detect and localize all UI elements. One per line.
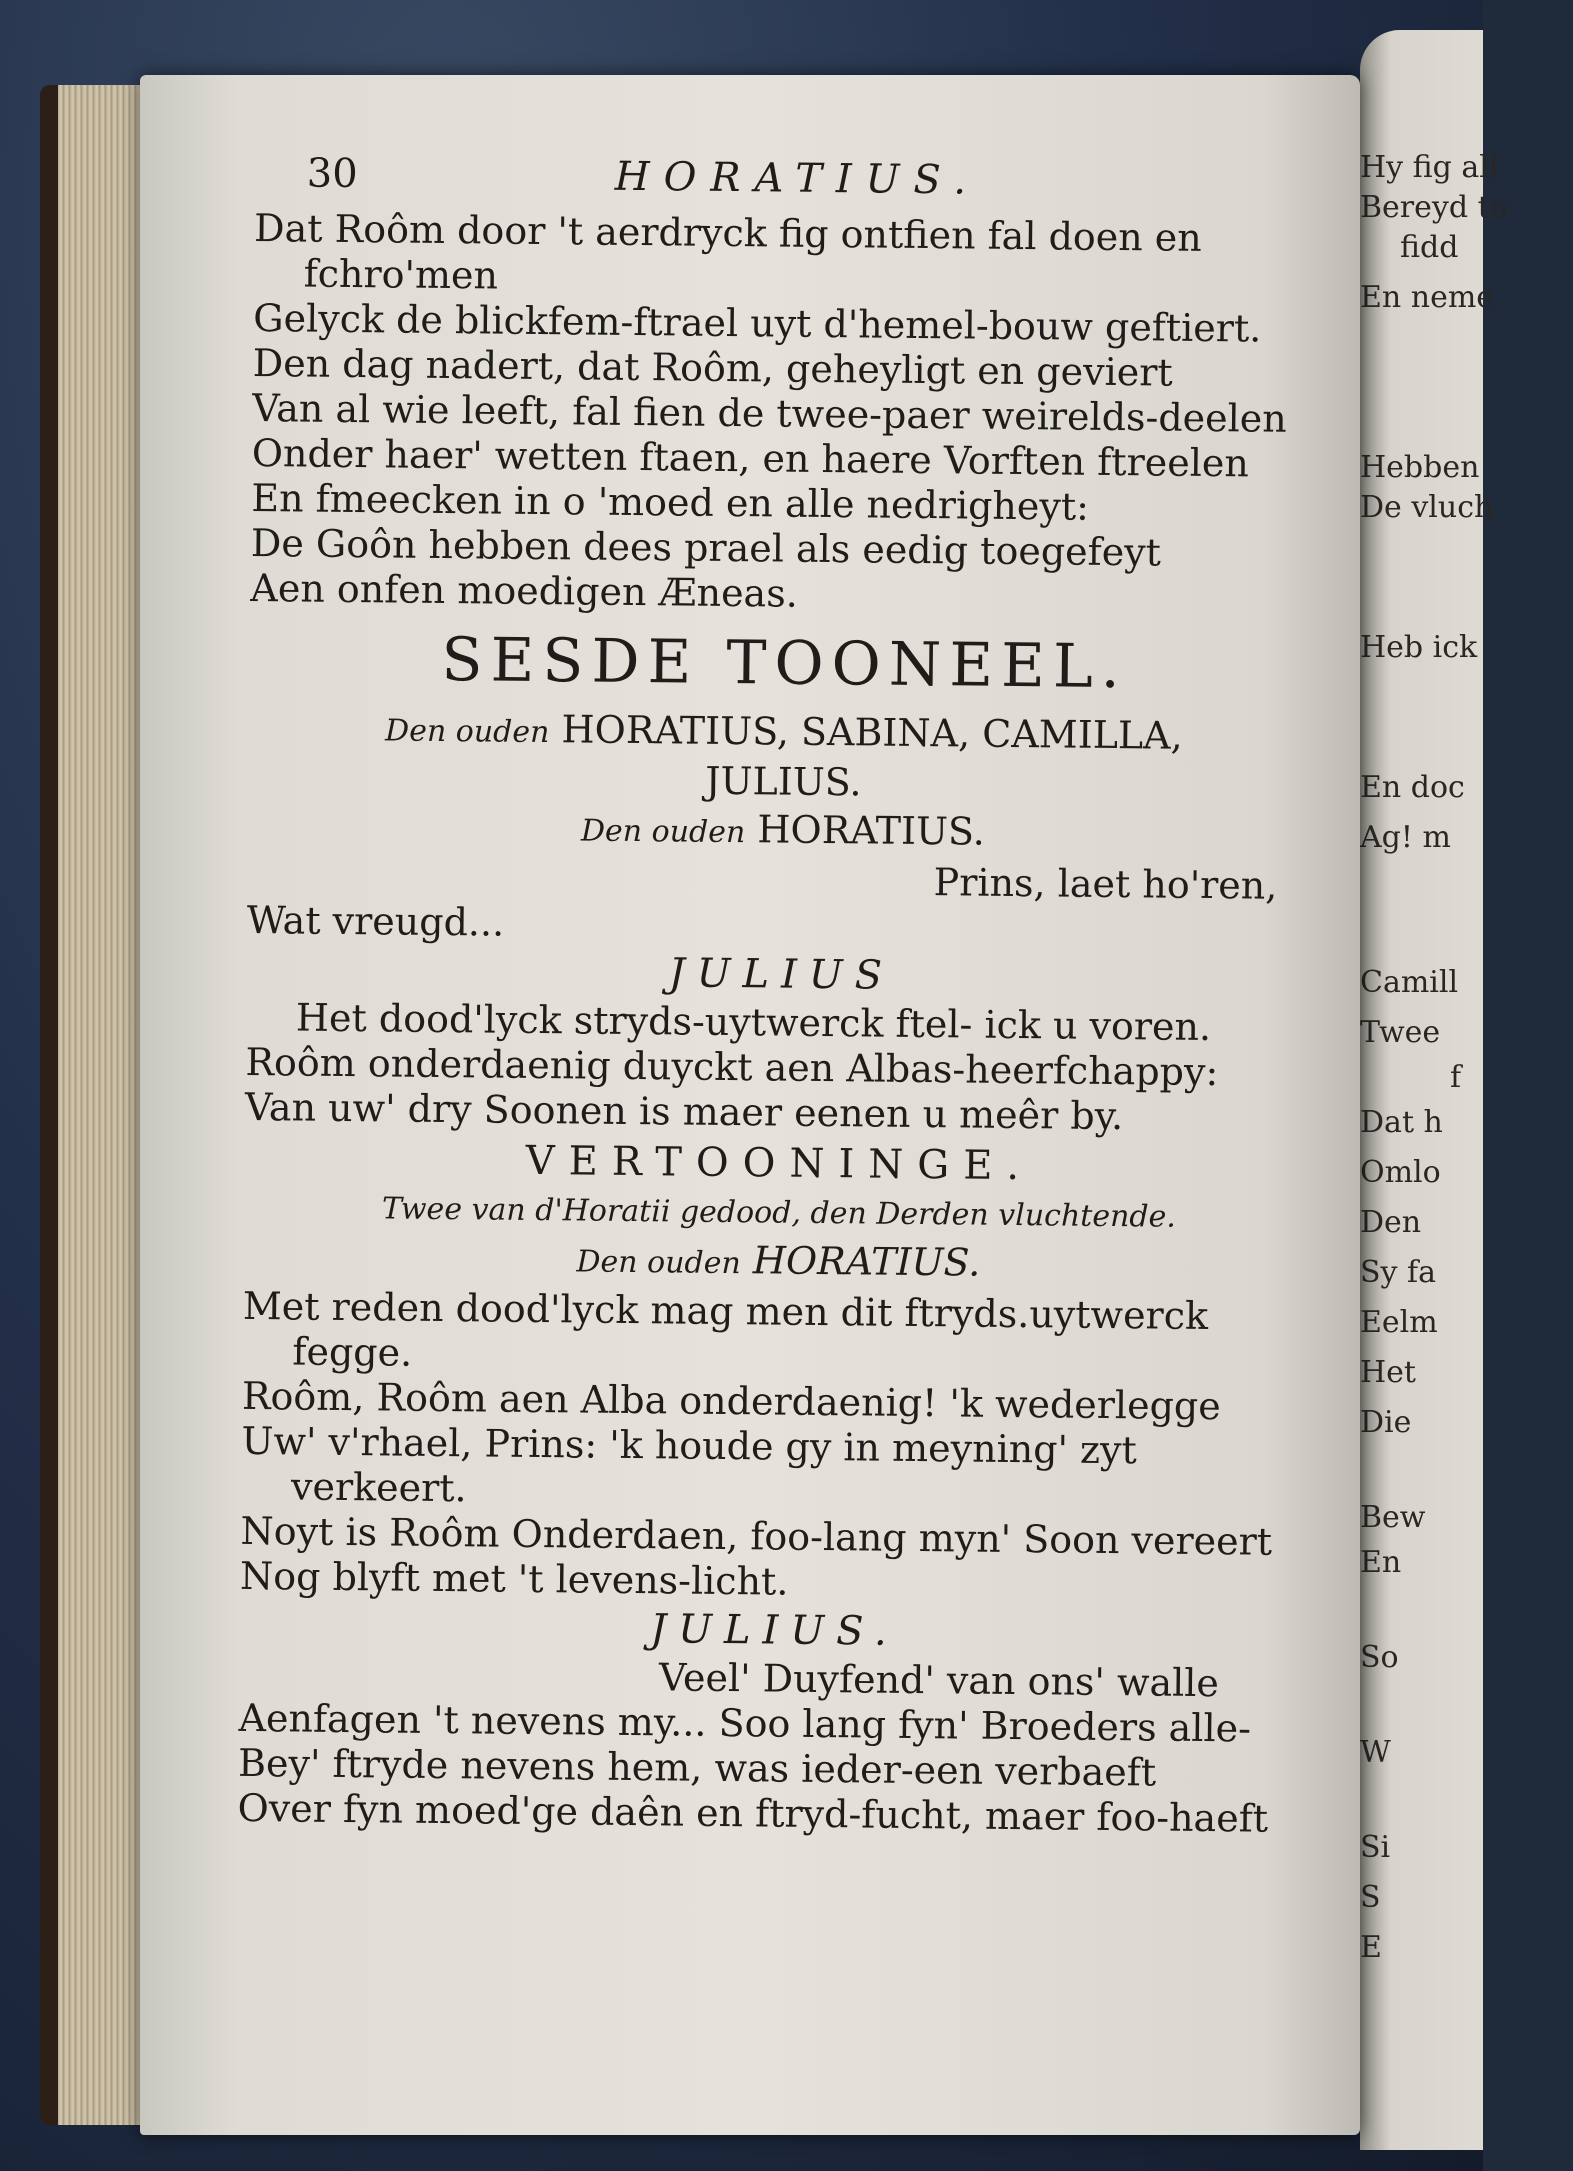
facing-page-fragment: fidd [1400,230,1459,265]
vertooninge-heading: VERTOONINGE. [525,1137,1034,1190]
cast-names: HORATIUS, SABINA, CAMILLA, [561,707,1183,758]
verse-line: Van uw' dry Soonen is maer eenen u meêr by. [244,1084,1124,1139]
verse-line: Aen onfen moedigen Æneas. [250,565,799,616]
verse-line: Roôm, Roôm aen Alba onderdaenig! 'k wederlegge [241,1373,1221,1429]
facing-page-fragment: Ag! m [1360,820,1451,855]
page-text [237,150,1325,1842]
speaker-label: HORATIUS. [752,1238,981,1285]
facing-page-fragment: Omlo [1360,1155,1441,1190]
facing-page-fragment: Hy fig all [1360,150,1499,185]
verse-line: fchro'men [303,251,499,298]
facing-page-fragment: Het [1360,1355,1416,1390]
facing-page-fragment: Camill [1360,965,1459,1000]
verse-line: Wat vreugd... [246,897,505,945]
cast-names-continued: JULIUS. [705,758,862,805]
facing-page-fragment: Die [1360,1405,1412,1440]
facing-page-fragment: Den [1360,1205,1422,1240]
facing-page-fragment: So [1360,1640,1399,1675]
verse-line: Den dag nadert, dat Roôm, geheyligt en geviert [252,340,1173,395]
page-header [254,150,1325,217]
speaker-prefix: Den ouden [580,813,746,851]
facing-page-fragment: Dat h [1360,1105,1443,1140]
speaker-name: JULIUS [668,950,895,999]
verse-line: Bey' ftryde nevens hem, was ieder-een verbaeft [237,1740,1157,1795]
verse-line: verkeert. [290,1464,467,1511]
facing-page-fragment: En [1360,1545,1402,1580]
facing-page-fragment: Hebben [1360,450,1480,485]
page-number: 30 [306,150,358,198]
facing-page-fragment: S [1360,1880,1381,1915]
verse-line: Met reden dood'lyck mag men dit ftryds.uytwerck [242,1283,1209,1339]
verse-line: Aenfagen 't nevens my... Soo lang fyn' Broeders alle- [238,1695,1252,1751]
facing-page-fragment: Eelm [1360,1305,1438,1340]
facing-page-fragment: Twee [1360,1015,1441,1050]
verse-line: Noyt is Roôm Onderdaen, foo-lang myn' Soon vereert [240,1508,1273,1564]
scene-heading: SESDE TOONEEL. [441,624,1129,703]
verse-line: Veel' Duyfend' van ons' walle [658,1655,1220,1706]
facing-page-fragment: Bew [1360,1500,1426,1535]
verse-line: Prins, laet ho'ren, [933,860,1278,908]
facing-page-fragment: De vluch [1360,490,1494,525]
facing-page-fragment: Si [1360,1830,1391,1865]
verse-line: Onder haer' wetten ftaen, en haere Vorften ftreelen [251,430,1250,486]
cast-prefix: Den ouden [384,713,550,751]
verse-line: Over fyn moed'ge daên en ftryd-fucht, maer foo-haeft [237,1785,1269,1841]
verse-line: Dat Roôm door 't aerdryck fig ontfien fal doen en [253,205,1203,260]
speaker-prefix: Den ouden [576,1244,741,1282]
verse-line: En fmeecken in o 'moed en alle nedrigheyt: [251,475,1090,529]
facing-page-fragment: En neme [1360,280,1495,315]
verse-line: fegge. [292,1329,413,1375]
speaker-name: JULIUS. [650,1606,900,1655]
facing-page-fragment: f [1450,1060,1462,1095]
verse-line: De Goôn hebben dees prael als eedig toegefeyt [250,520,1162,575]
facing-page [1360,30,1508,2150]
verse-line: Uw' v'rhael, Prins: 'k houde gy in meyning' zyt [241,1418,1138,1473]
facing-page-fragment: E [1360,1930,1382,1965]
facing-page-fragment: Sy fa [1360,1255,1437,1290]
facing-page-fragment: Heb ick [1360,630,1478,665]
facing-page-fragment: En doc [1360,770,1465,805]
stage-direction: Twee van d'Horatii gedood, den Derden vluchtende. [381,1191,1177,1235]
facing-page-fragment: W [1360,1735,1391,1770]
verse-line: Het dood'lyck stryds-uytwerck ftel- ick u voren. [295,995,1212,1050]
verse-line: Nog blyft met 't levens-licht. [239,1553,789,1604]
running-title: HORATIUS. [614,153,981,204]
speaker-label: HORATIUS. [757,807,986,854]
facing-page-fragment: Bereyd to [1360,190,1508,225]
verse-line: Roôm onderdaenig duyckt aen Albas-heerfchappy: [245,1039,1219,1095]
verse-line: Van al wie leeft, fal fien de twee-paer weirelds-deelen [252,385,1288,441]
verse-line: Gelyck de blickfem-ftrael uyt d'hemel-bouw geftiert. [253,295,1262,351]
